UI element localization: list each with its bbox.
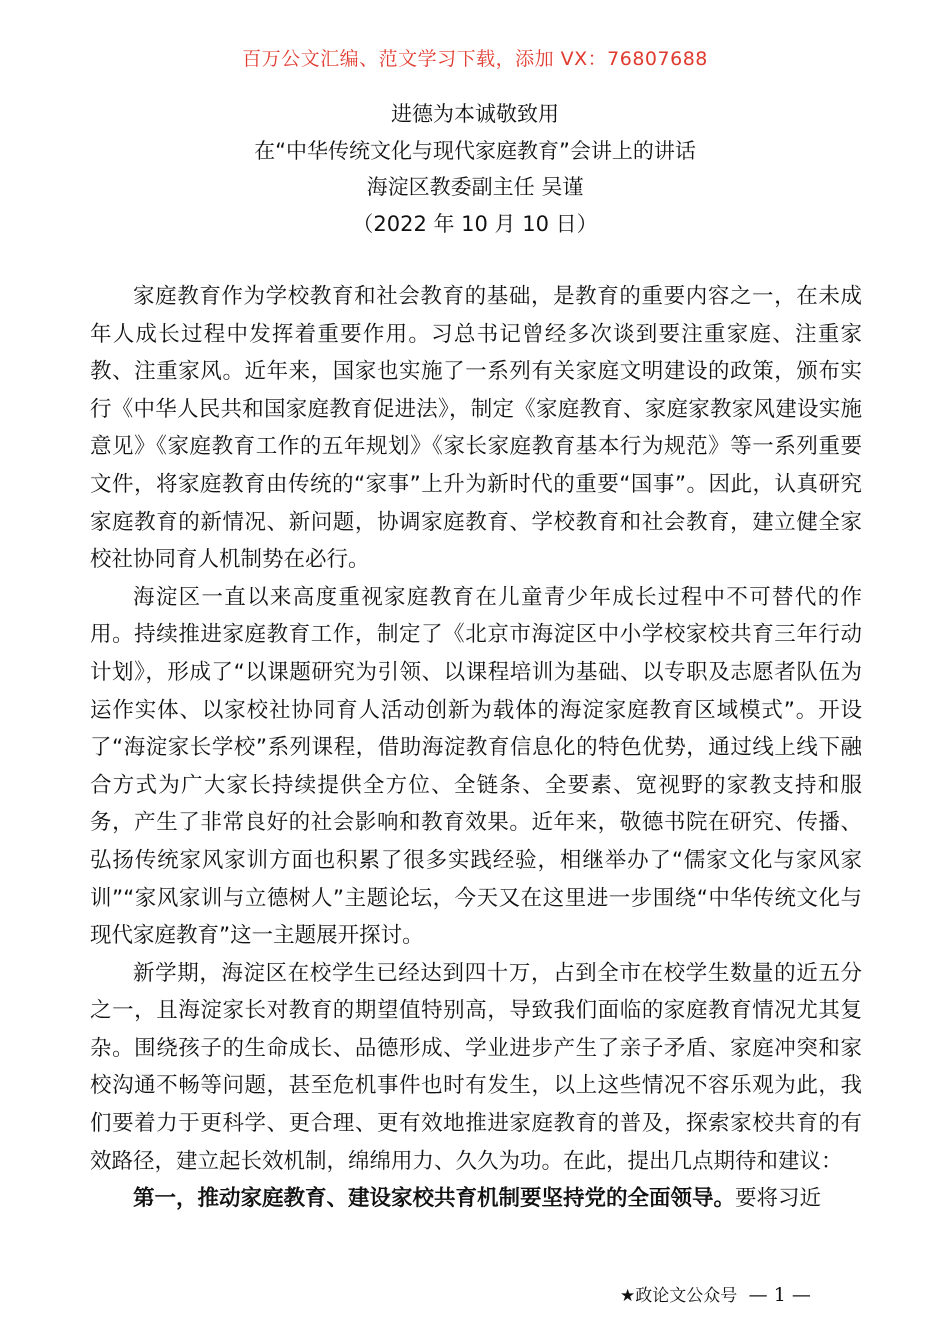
- point-text: 要将习近: [735, 1186, 822, 1212]
- page-footer: [620, 1281, 880, 1306]
- speech-date: （2022 年 10 月 10 日）: [352, 211, 598, 236]
- body-paragraph: 家庭教育作为学校教育和社会教育的基础，是教育的重要内容之一，在未成年人成长过程中发挥着重要作用。习总书记曾经多次谈到要注重家庭、注重家教、注重家风。近年来，国家也实施了一系列有关家庭文明建设的政策，颁布实行《中华人民共和国家庭教育促进法》，制定《家庭教育、家庭家教家风建设实施意见》《家庭教育工作的五年规划》《家长家庭教育基本行为规范》等一系列重要文件，将家庭教育由传统的“家事”上升为新时代的重要“国事”。因此，认真研究家庭教育的新情况、新问题，协调家庭教育、学校教育和社会教育，建立健全家校社协同育人机制势在必行。: [90, 284, 862, 573]
- speech-body: [90, 278, 862, 1218]
- document-header: [0, 96, 950, 242]
- point-heading: 第一，推动家庭教育、建设家校共育机制要坚持党的全面领导。: [133, 1186, 736, 1212]
- document-title: 进德为本诚敬致用: [391, 102, 559, 126]
- document-subtitle: 在“中华传统文化与现代家庭教育”会讲上的讲话: [254, 138, 696, 163]
- body-paragraph-final: [90, 1180, 862, 1218]
- body-paragraph: 新学期，海淀区在校学生已经达到四十万，占到全市在校学生数量的近五分之一，且海淀家长对教育的期望值特别高，导致我们面临的家庭教育情况尤其复杂。围绕孩子的生命成长、品德形成、学业进步产生了亲子矛盾、家庭冲突和家校沟通不畅等问题，甚至危机事件也时有发生，以上这些情况不容乐观为此，我们要着力于更科学、更合理、更有效地推进家庭教育的普及，探索家校共育的有效路径，建立起长效机制，绵绵用力、久久为功。在此，提出几点期待和建议：: [90, 960, 862, 1174]
- download-banner: 百万公文汇编、范文学习下载，添加 VX：76807688: [242, 48, 708, 70]
- page-number: — 1 —: [748, 1284, 811, 1306]
- footer-label: ★政论文公众号: [620, 1286, 738, 1306]
- body-paragraph: 海淀区一直以来高度重视家庭教育在儿童青少年成长过程中不可替代的作用。持续推进家庭教育工作，制定了《北京市海淀区中小学校家校共育三年行动计划》，形成了“以课题研究为引领、以课程培训为基础、以专职及志愿者队伍为运作实体、以家校社协同育人活动创新为载体的海淀家庭教育区域模式”。开设了“海淀家长学校”系列课程，借助海淀教育信息化的特色优势，通过线上线下融合方式为广大家长持续提供全方位、全链条、全要素、宽视野的家教支持和服务，产生了非常良好的社会影响和教育效果。近年来，敬德书院在研究、传播、弘扬传统家风家训方面也积累了很多实践经验，相继举办了“儒家文化与家风家训”“家风家训与立德树人”主题论坛，今天又在这里进一步围绕“中华传统文化与现代家庭教育”这一主题展开探讨。: [90, 584, 862, 949]
- speaker-line: 海淀区教委副主任 吴谨: [366, 175, 584, 199]
